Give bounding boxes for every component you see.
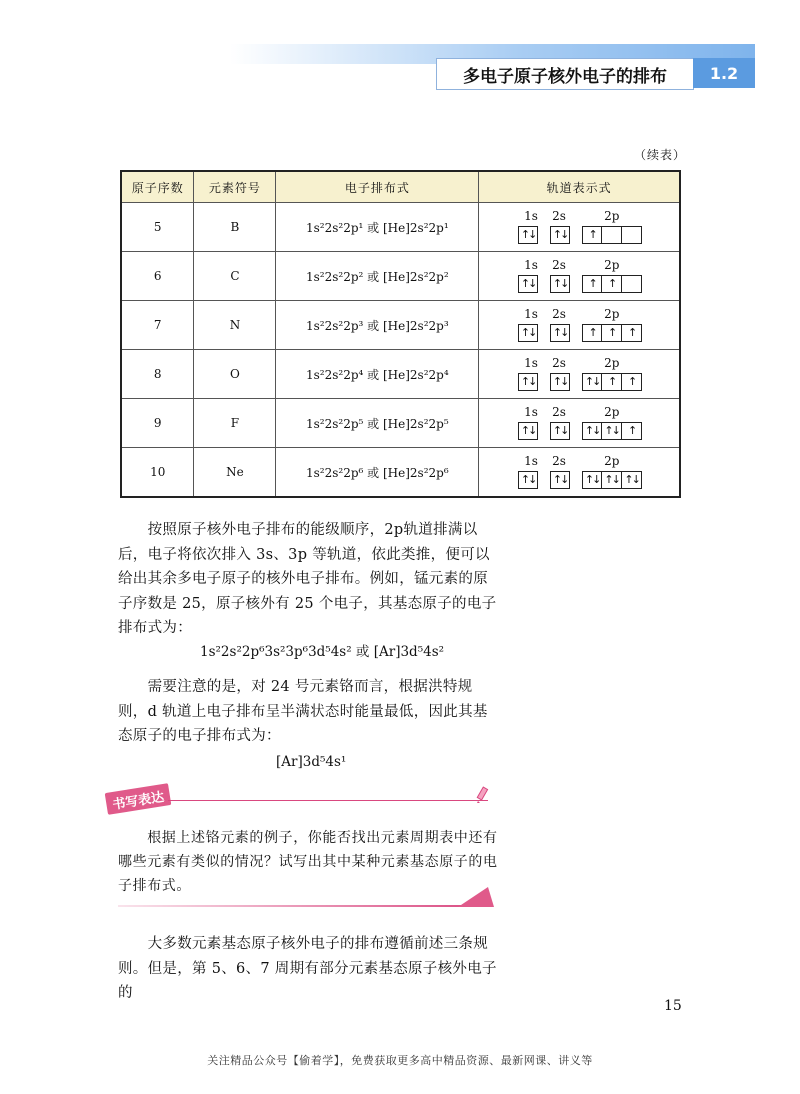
table-row xyxy=(121,448,680,498)
orbital-box xyxy=(622,226,642,244)
orbital-boxes xyxy=(518,226,642,244)
orbital-boxes xyxy=(518,422,642,440)
orbital-box: ↑ xyxy=(602,275,622,293)
orbital-box: ↑↓ xyxy=(518,275,538,293)
electron-config-cell: 1s²2s²2p² 或 [He]2s²2p² xyxy=(276,252,479,301)
orbital-label-2p: 2p xyxy=(604,355,620,370)
orbital-label-2p: 2p xyxy=(604,404,620,419)
orbital-gap xyxy=(538,422,550,440)
table-row xyxy=(121,301,680,350)
orbital-gap xyxy=(570,226,582,244)
orbital-box xyxy=(622,275,642,293)
orbital-gap xyxy=(538,226,550,244)
table-row xyxy=(121,350,680,399)
orbital-box: ↑ xyxy=(582,324,602,342)
orbital-gap xyxy=(570,471,582,489)
orbital-diagram xyxy=(514,403,644,441)
atomic-number-cell: 10 xyxy=(121,448,194,498)
orbital-label-2p: 2p xyxy=(604,453,620,468)
orbital-box: ↑↓ xyxy=(602,471,622,489)
electron-config-cell: 1s²2s²2p⁶ 或 [He]2s²2p⁶ xyxy=(276,448,479,498)
writing-section-label: 书写表达 xyxy=(105,783,172,815)
orbital-gap xyxy=(570,422,582,440)
electron-config-cell: 1s²2s²2p¹ 或 [He]2s²2p¹ xyxy=(276,203,479,252)
orbital-label-1s: 1s xyxy=(524,453,538,468)
orbital-box: ↑↓ xyxy=(582,422,602,440)
header-electron-config: 电子排布式 xyxy=(276,171,479,203)
writing-divider-bottom xyxy=(118,905,493,907)
element-symbol-cell: O xyxy=(194,350,276,399)
orbital-diagram xyxy=(514,452,644,490)
formula-cr: [Ar]3d⁵4s¹ xyxy=(276,754,347,770)
element-symbol-cell: Ne xyxy=(194,448,276,498)
orbital-diagram-cell xyxy=(479,399,680,448)
orbital-box: ↑ xyxy=(622,324,642,342)
orbital-diagram xyxy=(514,305,644,343)
page-number: 15 xyxy=(664,998,682,1014)
orbital-box: ↑↓ xyxy=(582,471,602,489)
writing-prompt: 根据上述铬元素的例子，你能否找出元素周期表中还有哪些元素有类似的情况？试写出其中某种元素基态原子的电子排布式。 xyxy=(118,830,498,894)
writing-divider-top xyxy=(168,800,488,801)
orbital-label-2s: 2s xyxy=(552,208,566,223)
orbital-gap xyxy=(570,324,582,342)
orbital-label-1s: 1s xyxy=(524,208,538,223)
orbital-box: ↑ xyxy=(582,226,602,244)
orbital-box: ↑↓ xyxy=(582,373,602,391)
orbital-label-1s: 1s xyxy=(524,306,538,321)
orbital-box: ↑↓ xyxy=(602,422,622,440)
orbital-box: ↑ xyxy=(622,373,642,391)
orbital-box: ↑↓ xyxy=(550,226,570,244)
orbital-gap xyxy=(538,471,550,489)
orbital-label-2p: 2p xyxy=(604,257,620,272)
table-row xyxy=(121,399,680,448)
orbital-box: ↑↓ xyxy=(550,471,570,489)
electron-config-table xyxy=(120,170,681,498)
table-header-row xyxy=(121,171,680,203)
orbital-box: ↑↓ xyxy=(550,324,570,342)
atomic-number-cell: 6 xyxy=(121,252,194,301)
orbital-gap xyxy=(538,275,550,293)
pencil-icon xyxy=(472,786,490,804)
orbital-label-2s: 2s xyxy=(552,355,566,370)
table-row xyxy=(121,252,680,301)
header-orbital-diagram: 轨道表示式 xyxy=(479,171,680,203)
orbital-box: ↑↓ xyxy=(622,471,642,489)
orbital-box: ↑ xyxy=(622,422,642,440)
atomic-number-cell: 9 xyxy=(121,399,194,448)
orbital-box: ↑↓ xyxy=(550,373,570,391)
orbital-label-2s: 2s xyxy=(552,257,566,272)
orbital-box: ↑ xyxy=(582,275,602,293)
orbital-box: ↑↓ xyxy=(518,422,538,440)
orbital-box: ↑↓ xyxy=(518,373,538,391)
orbital-label-2s: 2s xyxy=(552,404,566,419)
footer-note: 关注精品公众号【偷着学】，免费获取更多高中精品资源、最新网课、讲义等 xyxy=(207,1054,593,1067)
orbital-box: ↑↓ xyxy=(550,422,570,440)
orbital-label-2s: 2s xyxy=(552,306,566,321)
orbital-gap xyxy=(570,373,582,391)
orbital-box: ↑↓ xyxy=(518,226,538,244)
orbital-diagram xyxy=(514,207,644,245)
orbital-diagram-cell xyxy=(479,301,680,350)
electron-config-cell: 1s²2s²2p⁴ 或 [He]2s²2p⁴ xyxy=(276,350,479,399)
orbital-box: ↑↓ xyxy=(550,275,570,293)
orbital-diagram xyxy=(514,256,644,294)
atomic-number-cell: 7 xyxy=(121,301,194,350)
table-row xyxy=(121,203,680,252)
header-element-symbol: 元素符号 xyxy=(194,171,276,203)
orbital-label-2s: 2s xyxy=(552,453,566,468)
orbital-gap xyxy=(570,275,582,293)
element-symbol-cell: F xyxy=(194,399,276,448)
element-symbol-cell: C xyxy=(194,252,276,301)
orbital-box: ↑↓ xyxy=(518,324,538,342)
element-symbol-cell: N xyxy=(194,301,276,350)
orbital-boxes xyxy=(518,373,642,391)
orbital-label-2p: 2p xyxy=(604,306,620,321)
electron-config-cell: 1s²2s²2p³ 或 [He]2s²2p³ xyxy=(276,301,479,350)
orbital-label-2p: 2p xyxy=(604,208,620,223)
orbital-boxes xyxy=(518,275,642,293)
orbital-label-1s: 1s xyxy=(524,257,538,272)
atomic-number-cell: 8 xyxy=(121,350,194,399)
electron-config-cell: 1s²2s²2p⁵ 或 [He]2s²2p⁵ xyxy=(276,399,479,448)
paragraph-mn-intro: 按照原子核外电子排布的能级顺序，2p轨道排满以后，电子将依次排入 3s、3p 等轨道，依此类推，便可以给出其余多电子原子的核外电子排布。例如，锰元素的原子序数是 25，原子核外有 25 个电子，其基态原子的电子排布式为： xyxy=(118,522,497,636)
paragraph-exceptions: 大多数元素基态原子核外电子的排布遵循前述三条规则。但是，第 5、6、7 周期有部分元素基态原子核外电子的 xyxy=(118,936,497,1001)
orbital-gap xyxy=(538,324,550,342)
orbital-box xyxy=(602,226,622,244)
header-atomic-number: 原子序数 xyxy=(121,171,194,203)
orbital-diagram-cell xyxy=(479,350,680,399)
atomic-number-cell: 5 xyxy=(121,203,194,252)
orbital-box: ↑ xyxy=(602,373,622,391)
element-symbol-cell: B xyxy=(194,203,276,252)
formula-mn: 1s²2s²2p⁶3s²3p⁶3d⁵4s² 或 [Ar]3d⁵4s² xyxy=(200,644,445,660)
continued-note: （续表） xyxy=(633,148,686,162)
orbital-diagram-cell xyxy=(479,448,680,498)
orbital-label-1s: 1s xyxy=(524,355,538,370)
orbital-diagram-cell xyxy=(479,252,680,301)
orbital-gap xyxy=(538,373,550,391)
orbital-boxes xyxy=(518,324,642,342)
arrow-icon xyxy=(458,887,494,907)
orbital-box: ↑↓ xyxy=(518,471,538,489)
section-number: 1.2 xyxy=(693,58,755,88)
paragraph-cr-intro: 需要注意的是，对 24 号元素铬而言，根据洪特规则，d 轨道上电子排布呈半满状态时能量最低，因此其基态原子的电子排布式为： xyxy=(118,679,488,744)
orbital-diagram-cell xyxy=(479,203,680,252)
orbital-boxes xyxy=(518,471,642,489)
orbital-box: ↑ xyxy=(602,324,622,342)
chapter-title: 多电子原子核外电子的排布 xyxy=(436,58,694,90)
orbital-label-1s: 1s xyxy=(524,404,538,419)
orbital-diagram xyxy=(514,354,644,392)
